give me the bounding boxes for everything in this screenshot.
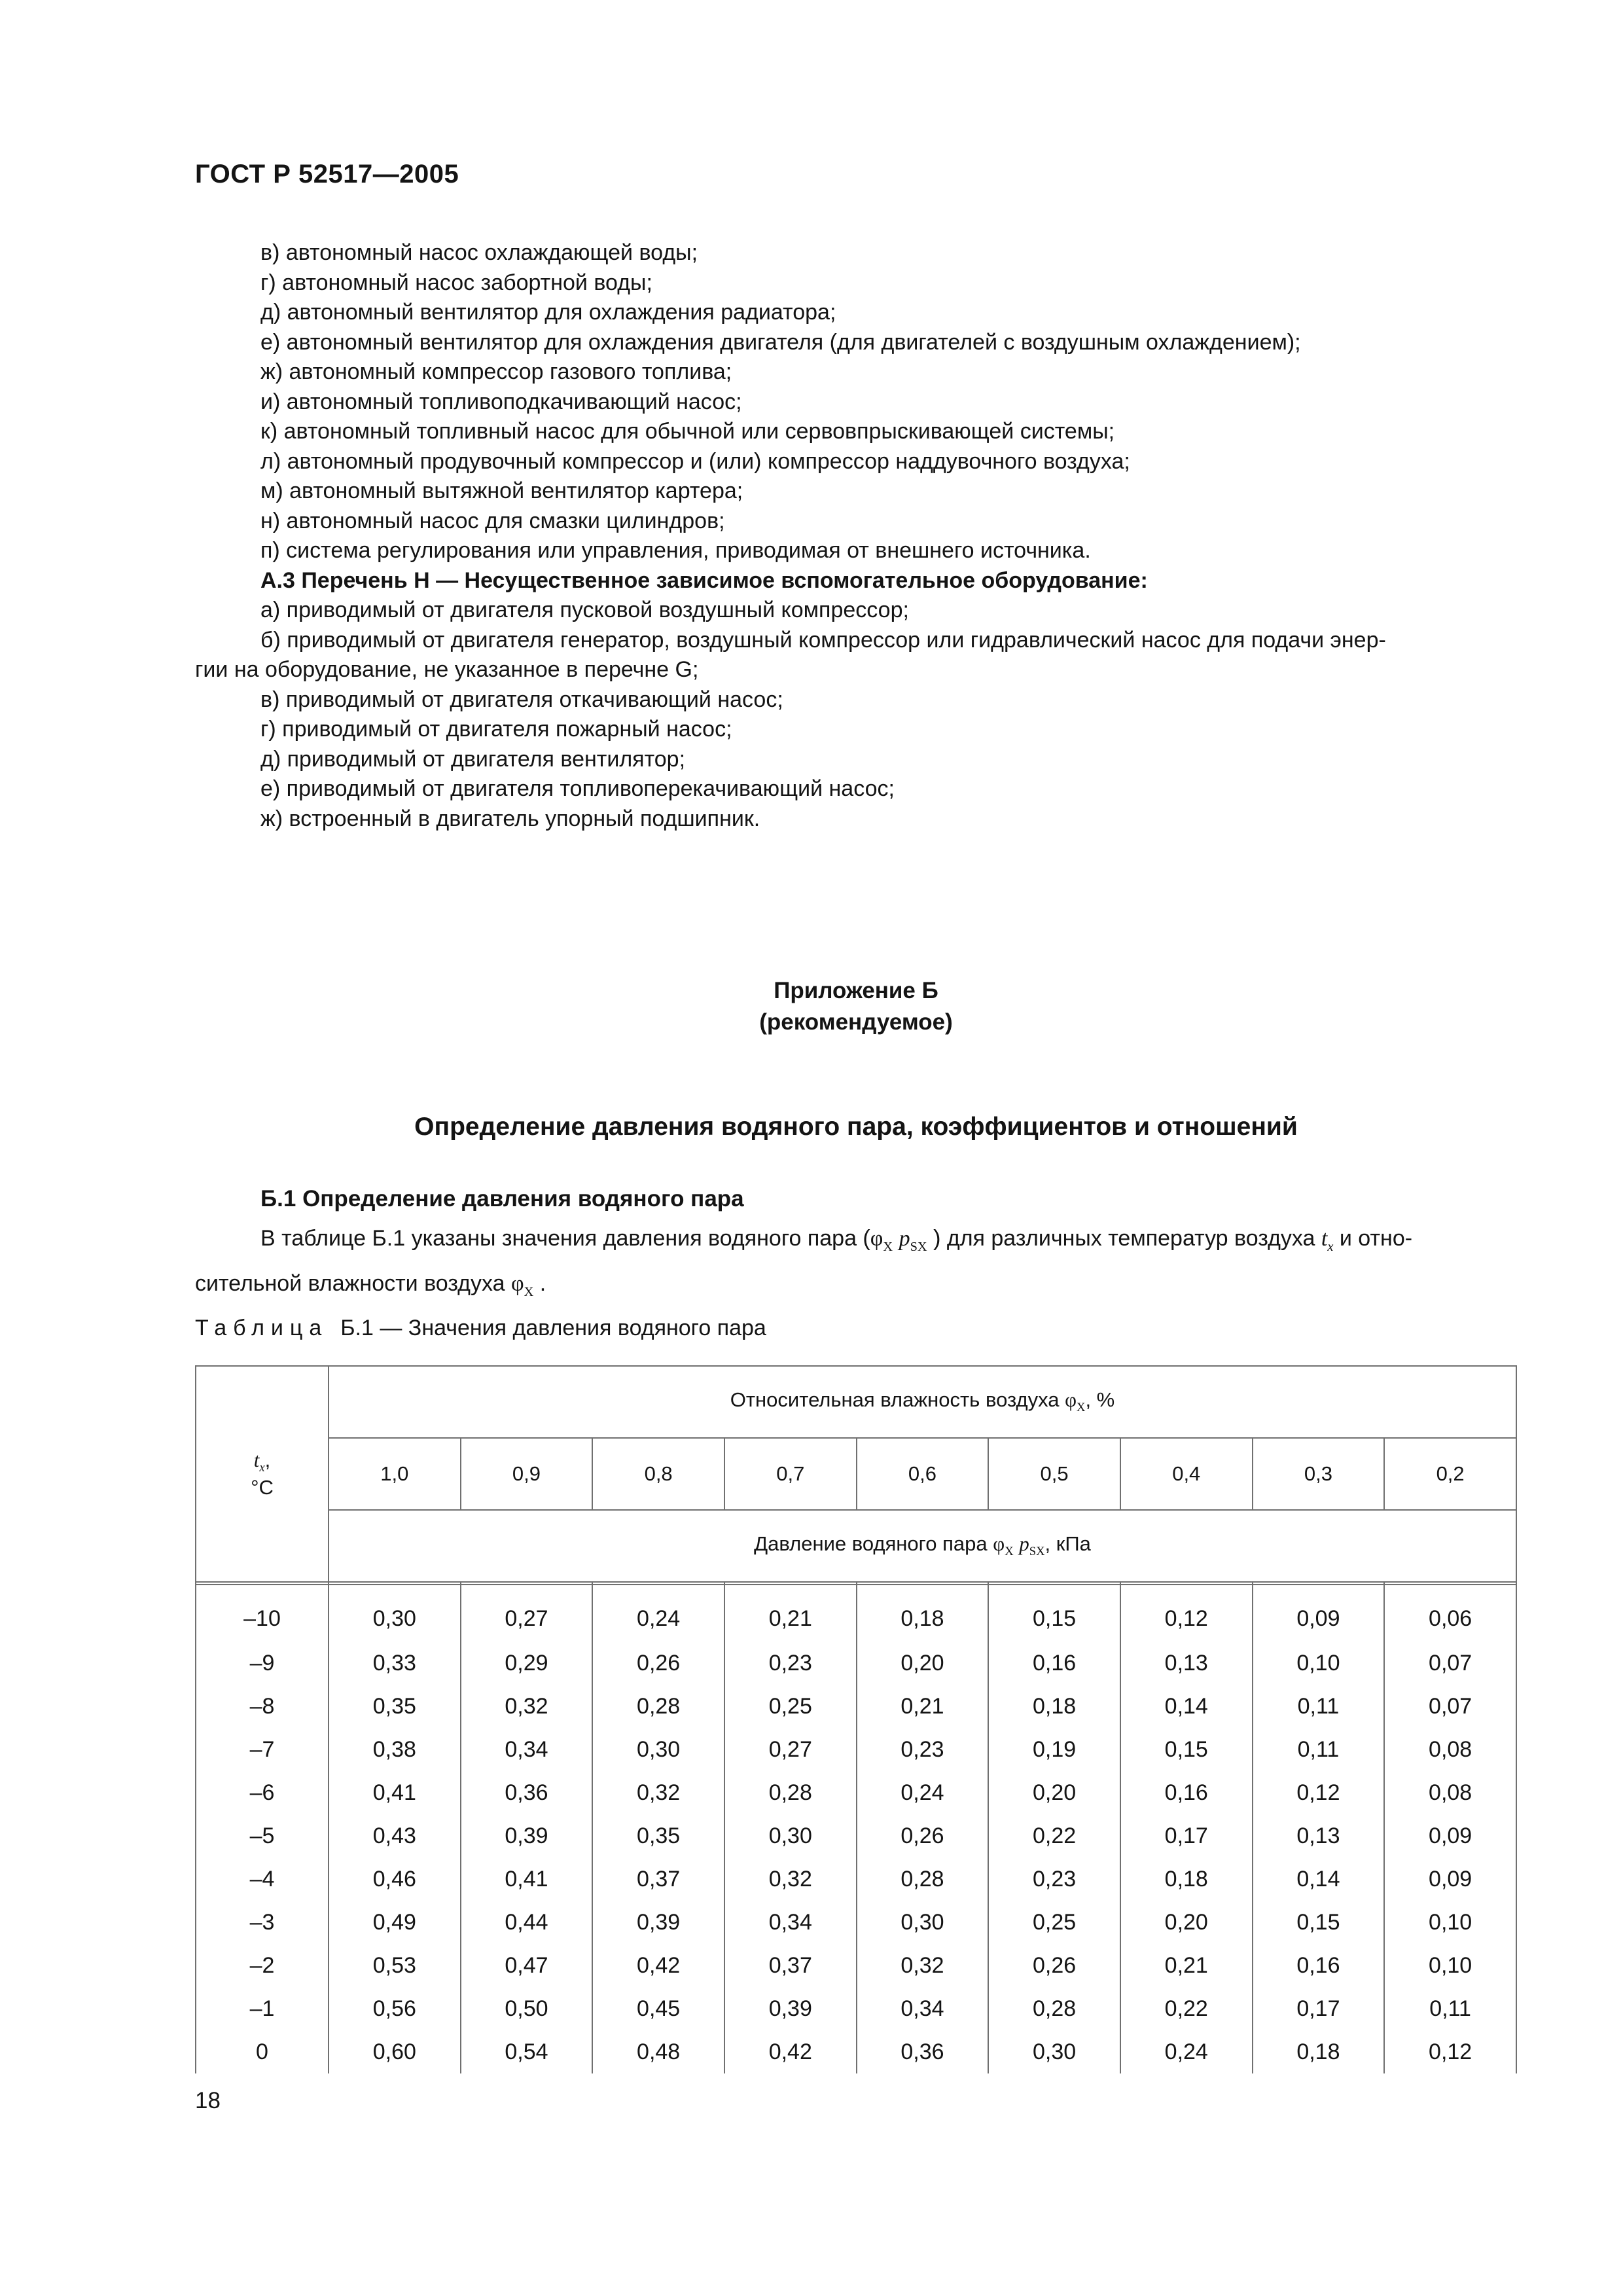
page-number: 18 [195, 2088, 221, 2113]
cell-pressure: 0,35 [329, 1685, 461, 1728]
header-pressure: Давление водяного пара $\varphi_X$ $p_{SX}$, кПа [329, 1510, 1516, 1582]
cell-temperature: –9 [196, 1641, 329, 1685]
cell-temperature: 0 [196, 2030, 329, 2073]
cell-pressure: 0,20 [988, 1771, 1120, 1814]
cell-pressure: 0,11 [1384, 1987, 1516, 2030]
cell-pressure: 0,34 [724, 1901, 857, 1944]
table-row [196, 1944, 1516, 1987]
cell-pressure: 0,42 [724, 2030, 857, 2073]
cell-temperature: –8 [196, 1685, 329, 1728]
appendix-heading [195, 975, 1517, 1038]
cell-pressure: 0,22 [1120, 1987, 1253, 2030]
cell-pressure: 0,39 [461, 1814, 593, 1857]
cell-pressure: 0,18 [988, 1685, 1120, 1728]
header-humidity-col: 0,9 [461, 1438, 593, 1510]
list-item: м) автономный вытяжной вентилятор картера; [260, 478, 743, 503]
cell-pressure: 0,30 [592, 1728, 724, 1771]
cell-pressure: 0,21 [857, 1685, 989, 1728]
list-item: е) приводимый от двигателя топливоперекачивающий насос; [260, 776, 895, 801]
cell-pressure: 0,53 [329, 1944, 461, 1987]
header-humidity-col: 0,4 [1120, 1438, 1253, 1510]
list-item: л) автономный продувочный компрессор и (или) компрессор наддувочного воздуха; [260, 448, 1130, 474]
cell-pressure: 0,22 [988, 1814, 1120, 1857]
cell-pressure: 0,15 [1253, 1901, 1385, 1944]
cell-pressure: 0,13 [1120, 1641, 1253, 1685]
cell-pressure: 0,35 [592, 1814, 724, 1857]
cell-temperature: –6 [196, 1771, 329, 1814]
list-item: в) автономный насос охлаждающей воды; [260, 240, 698, 265]
cell-pressure: 0,36 [857, 2030, 989, 2073]
cell-pressure: 0,17 [1253, 1987, 1385, 2030]
cell-pressure: 0,14 [1120, 1685, 1253, 1728]
cell-pressure: 0,28 [592, 1685, 724, 1728]
table-row [196, 1585, 1516, 1641]
equipment-list [195, 238, 1517, 834]
cell-temperature: –10 [196, 1585, 329, 1641]
cell-pressure: 0,23 [724, 1641, 857, 1685]
cell-temperature: –1 [196, 1987, 329, 2030]
table-row [196, 1857, 1516, 1901]
cell-pressure: 0,15 [988, 1585, 1120, 1641]
table-row [196, 1728, 1516, 1771]
cell-pressure: 0,06 [1384, 1585, 1516, 1641]
cell-pressure: 0,16 [1253, 1944, 1385, 1987]
cell-pressure: 0,47 [461, 1944, 593, 1987]
cell-pressure: 0,38 [329, 1728, 461, 1771]
header-humidity-col: 0,7 [724, 1438, 857, 1510]
cell-pressure: 0,48 [592, 2030, 724, 2073]
table-row [196, 1771, 1516, 1814]
header-humidity-col: 0,3 [1253, 1438, 1385, 1510]
cell-temperature: –7 [196, 1728, 329, 1771]
cell-pressure: 0,26 [592, 1641, 724, 1685]
table-row [196, 2030, 1516, 2073]
cell-pressure: 0,16 [988, 1641, 1120, 1685]
cell-pressure: 0,07 [1384, 1641, 1516, 1685]
table-body [196, 1585, 1516, 2073]
cell-pressure: 0,12 [1120, 1585, 1253, 1641]
section-title: Определение давления водяного пара, коэффициентов и отношений [414, 1113, 1298, 1141]
cell-pressure: 0,24 [857, 1771, 989, 1814]
cell-pressure: 0,24 [1120, 2030, 1253, 2073]
appendix-title: Приложение Б [774, 978, 938, 1003]
list-item: ж) встроенный в двигатель упорный подшипник. [260, 806, 760, 831]
appendix-subtitle: (рекомендуемое) [759, 1009, 953, 1035]
cell-pressure: 0,39 [592, 1901, 724, 1944]
section-a3-heading: А.3 Перечень Н — Несущественное зависимое вспомогательное оборудование: [260, 567, 1148, 593]
paragraph-line-1: В таблице Б.1 указаны значения давления водяного пара ($\varphi_X$ $p_{SX}$ ) для различных температур воздуха $t_x$ и отно- [260, 1226, 1413, 1254]
cell-pressure: 0,41 [329, 1771, 461, 1814]
cell-pressure: 0,33 [329, 1641, 461, 1685]
cell-pressure: 0,09 [1384, 1814, 1516, 1857]
cell-pressure: 0,32 [857, 1944, 989, 1987]
header-humidity: Относительная влажность воздуха $\varphi_X$, % [329, 1366, 1516, 1438]
cell-pressure: 0,23 [857, 1728, 989, 1771]
cell-pressure: 0,21 [724, 1585, 857, 1641]
cell-pressure: 0,37 [592, 1857, 724, 1901]
table-caption: Таблица Б.1 — Значения давления водяного пара [195, 1316, 766, 1340]
cell-pressure: 0,27 [724, 1728, 857, 1771]
cell-pressure: 0,39 [724, 1987, 857, 2030]
cell-temperature: –5 [196, 1814, 329, 1857]
cell-pressure: 0,10 [1253, 1641, 1385, 1685]
cell-pressure: 0,44 [461, 1901, 593, 1944]
cell-pressure: 0,11 [1253, 1685, 1385, 1728]
cell-pressure: 0,25 [988, 1901, 1120, 1944]
cell-pressure: 0,18 [1253, 2030, 1385, 2073]
cell-pressure: 0,26 [988, 1944, 1120, 1987]
cell-pressure: 0,30 [988, 2030, 1120, 2073]
list-item: п) система регулирования или управления, приводимая от внешнего источника. [260, 538, 1091, 563]
cell-pressure: 0,08 [1384, 1728, 1516, 1771]
cell-pressure: 0,30 [724, 1814, 857, 1857]
cell-pressure: 0,16 [1120, 1771, 1253, 1814]
table-row [196, 1901, 1516, 1944]
list-item: к) автономный топливный насос для обычной или сервовпрыскивающей системы; [260, 419, 1115, 444]
cell-temperature: –2 [196, 1944, 329, 1987]
cell-pressure: 0,12 [1253, 1771, 1385, 1814]
cell-pressure: 0,49 [329, 1901, 461, 1944]
header-humidity-col: 0,2 [1384, 1438, 1516, 1510]
cell-pressure: 0,32 [592, 1771, 724, 1814]
cell-pressure: 0,36 [461, 1771, 593, 1814]
cell-pressure: 0,28 [857, 1857, 989, 1901]
cell-pressure: 0,26 [857, 1814, 989, 1857]
list-item: е) автономный вентилятор для охлаждения двигателя (для двигателей с воздушным охлаждением); [260, 329, 1301, 355]
cell-pressure: 0,27 [461, 1585, 593, 1641]
cell-temperature: –3 [196, 1901, 329, 1944]
cell-pressure: 0,23 [988, 1857, 1120, 1901]
list-item: г) приводимый от двигателя пожарный насос; [260, 717, 732, 742]
list-item: д) приводимый от двигателя вентилятор; [260, 746, 686, 772]
cell-temperature: –4 [196, 1857, 329, 1901]
cell-pressure: 0,46 [329, 1857, 461, 1901]
paragraph-line-2: сительной влажности воздуха $\varphi_X$ . [195, 1270, 546, 1299]
header-humidity-values [196, 1438, 1516, 1510]
table-row [196, 1987, 1516, 2030]
cell-pressure: 0,20 [1120, 1901, 1253, 1944]
cell-pressure: 0,50 [461, 1987, 593, 2030]
vapor-pressure-table [195, 1365, 1517, 2073]
list-item: а) приводимый от двигателя пусковой воздушный компрессор; [260, 598, 909, 622]
cell-pressure: 0,09 [1384, 1857, 1516, 1901]
cell-pressure: 0,32 [724, 1857, 857, 1901]
cell-pressure: 0,43 [329, 1814, 461, 1857]
cell-pressure: 0,34 [461, 1728, 593, 1771]
cell-pressure: 0,10 [1384, 1944, 1516, 1987]
cell-pressure: 0,07 [1384, 1685, 1516, 1728]
cell-pressure: 0,19 [988, 1728, 1120, 1771]
body-paragraph [195, 1220, 1517, 1310]
cell-pressure: 0,08 [1384, 1771, 1516, 1814]
cell-pressure: 0,32 [461, 1685, 593, 1728]
cell-pressure: 0,30 [857, 1901, 989, 1944]
table-row [196, 1814, 1516, 1857]
cell-pressure: 0,56 [329, 1987, 461, 2030]
cell-pressure: 0,10 [1384, 1901, 1516, 1944]
cell-pressure: 0,20 [857, 1641, 989, 1685]
subsection-heading: Б.1 Определение давления водяного пара [260, 1186, 744, 1211]
cell-pressure: 0,28 [988, 1987, 1120, 2030]
cell-pressure: 0,21 [1120, 1944, 1253, 1987]
list-item: г) автономный насос забортной воды; [260, 270, 652, 295]
cell-pressure: 0,18 [1120, 1857, 1253, 1901]
cell-pressure: 0,09 [1253, 1585, 1385, 1641]
list-item: ж) автономный компрессор газового топлива; [260, 359, 732, 384]
table-row [196, 1685, 1516, 1728]
list-item: б) приводимый от двигателя генератор, воздушный компрессор или гидравлический насос для подачи энер- [260, 627, 1386, 653]
cell-pressure: 0,11 [1253, 1728, 1385, 1771]
list-item: н) автономный насос для смазки цилиндров; [260, 508, 725, 533]
cell-pressure: 0,18 [857, 1585, 989, 1641]
table-row [196, 1641, 1516, 1685]
document-header: ГОСТ Р 52517—2005 [195, 160, 459, 188]
cell-pressure: 0,24 [592, 1585, 724, 1641]
cell-pressure: 0,14 [1253, 1857, 1385, 1901]
cell-pressure: 0,45 [592, 1987, 724, 2030]
cell-pressure: 0,13 [1253, 1814, 1385, 1857]
header-humidity-col: 0,5 [988, 1438, 1120, 1510]
cell-pressure: 0,28 [724, 1771, 857, 1814]
header-temperature: $t_x$, °C [196, 1366, 329, 1582]
cell-pressure: 0,60 [329, 2030, 461, 2073]
cell-pressure: 0,17 [1120, 1814, 1253, 1857]
cell-pressure: 0,30 [329, 1585, 461, 1641]
cell-pressure: 0,12 [1384, 2030, 1516, 2073]
header-humidity-col: 1,0 [329, 1438, 461, 1510]
list-item: д) автономный вентилятор для охлаждения радиатора; [260, 300, 836, 325]
cell-pressure: 0,29 [461, 1641, 593, 1685]
cell-pressure: 0,42 [592, 1944, 724, 1987]
header-humidity-col: 0,8 [592, 1438, 724, 1510]
cell-pressure: 0,41 [461, 1857, 593, 1901]
cell-pressure: 0,34 [857, 1987, 989, 2030]
list-item: в) приводимый от двигателя откачивающий насос; [260, 687, 783, 712]
cell-pressure: 0,15 [1120, 1728, 1253, 1771]
cell-pressure: 0,25 [724, 1685, 857, 1728]
list-item: и) автономный топливоподкачивающий насос; [260, 389, 742, 414]
list-item-continuation: гии на оборудование, не указанное в перечне G; [195, 657, 699, 682]
header-humidity-col: 0,6 [857, 1438, 989, 1510]
cell-pressure: 0,37 [724, 1944, 857, 1987]
cell-pressure: 0,54 [461, 2030, 593, 2073]
